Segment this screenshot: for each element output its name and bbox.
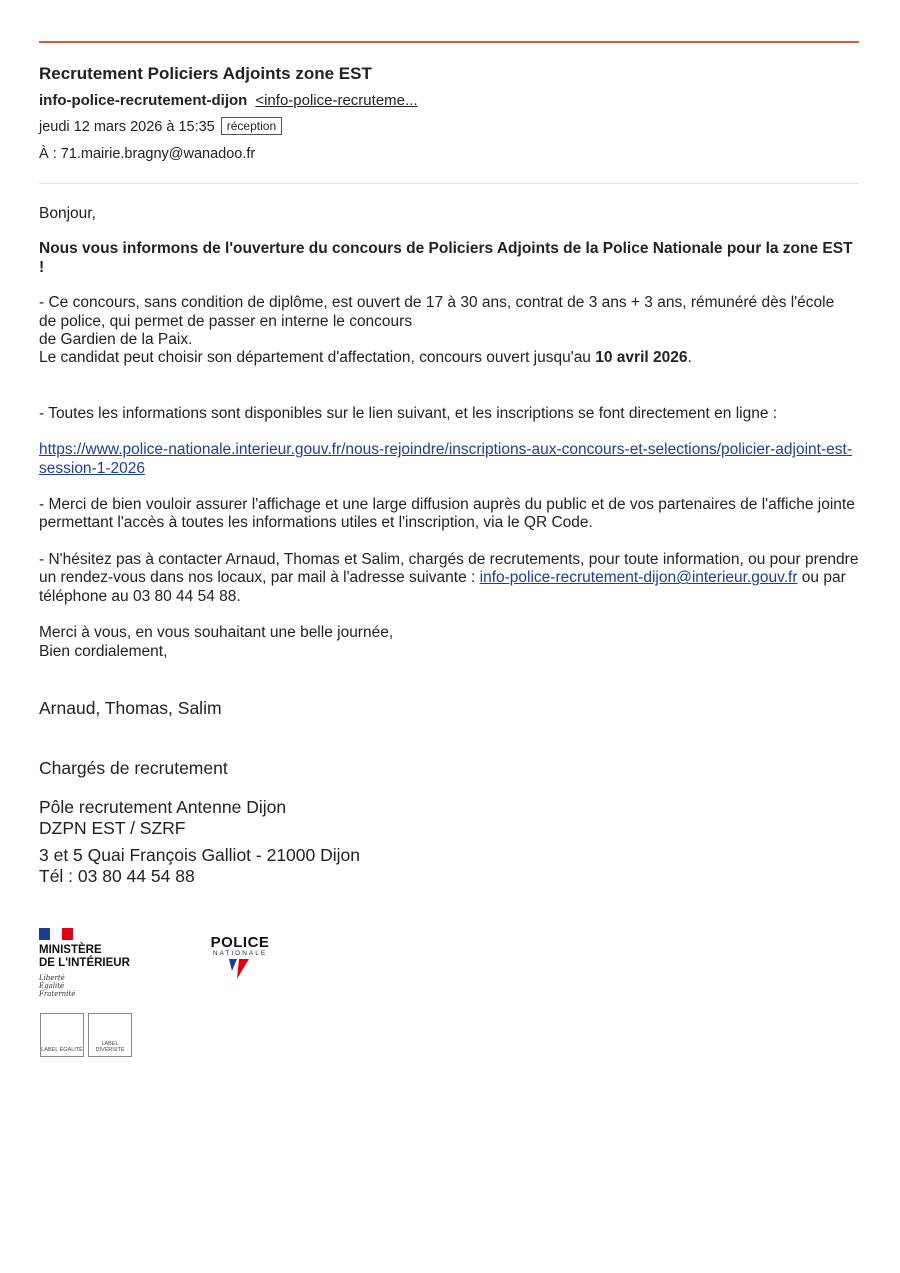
conditions-line-2: de police, qui permet de passer en interne le concours [39, 312, 413, 330]
signature-unit-1: Pôle recrutement Antenne Dijon [39, 797, 287, 817]
period: . [687, 349, 692, 367]
info-paragraph: - Toutes les informations sont disponibles sur le lien suivant, et les inscriptions se font directement en ligne : [39, 404, 778, 422]
affichage-paragraph: - Merci de bien vouloir assurer l'affichage et une large diffusion auprès du public et de vos partenaires de l'affiche jointe permettant l'accès à toutes les informations utiles et l'inscription, via le QR Code. [39, 496, 855, 532]
conditions-line-3: de Gardien de la Paix. [39, 331, 193, 349]
police-nationale-logo [205, 934, 275, 986]
signature-unit-2: DZPN EST / SZRF [39, 818, 186, 838]
signature-address: 3 et 5 Quai François Galliot - 21000 Dijon [39, 845, 360, 865]
contact-paragraph [39, 551, 861, 606]
conditions-line-4: Le candidat peut choisir son département d'affectation, concours ouvert jusqu'au [39, 349, 596, 367]
recipient-line: À : 71.mairie.bragny@wanadoo.fr [39, 146, 256, 162]
contact-text: - N'hésitez pas à contacter Arnaud, Thomas et Salim, chargés de recrutements, pour toute information, ou pour prendre un rendez-vous dans nos locaux, par mail à l'adresse suivante : [39, 550, 859, 587]
contact-email-link[interactable]: info-police-recrutement-dijon@interieur.gouv.fr [479, 569, 798, 587]
inscription-link[interactable]: https://www.police-nationale.interieur.gouv.fr/nous-rejoindre/inscriptions-aux-concours-et-selections/policier-adjoint-est-session-1-2026 [39, 441, 852, 477]
greeting: Bonjour, [39, 205, 96, 222]
conditions-line-1: - Ce concours, sans condition de diplôme, est ouvert de 17 à 30 ans, contrat de 3 ans + 3 ans, rémunéré dès l'école [39, 294, 835, 312]
header-divider [39, 41, 859, 43]
signature-role: Chargés de recrutement [39, 758, 228, 778]
label-diversite-icon: LABEL DIVERSITÉ [88, 1013, 132, 1057]
sender-address[interactable]: <info-police-recruteme... [255, 92, 418, 109]
sender-name: info-police-recrutement-dijon [39, 92, 248, 109]
header-separator [39, 183, 859, 184]
closing-paragraph [39, 624, 861, 661]
email-date: jeudi 12 mars 2026 à 15:35 [39, 119, 215, 135]
labels-row [40, 1013, 132, 1057]
signature-contact [39, 845, 360, 887]
ministere-text: MINISTÈRE DE L'INTÉRIEUR [39, 944, 130, 969]
intro-paragraph: Nous vous informons de l'ouverture du concours de Policiers Adjoints de la Police Nationale pour la zone EST ! [39, 240, 853, 276]
signature-names: Arnaud, Thomas, Salim [39, 698, 222, 718]
email-body [39, 205, 861, 661]
deadline-date: 10 avril 2026 [595, 349, 688, 367]
email-date-line [39, 117, 282, 135]
ministere-interieur-logo [39, 928, 159, 1008]
closing-line-2: Bien cordialement, [39, 642, 168, 660]
police-tricolor-icon [225, 957, 255, 981]
email-subject: Recrutement Policiers Adjoints zone EST [39, 64, 372, 83]
police-word: POLICE [210, 934, 270, 951]
signature-phone: Tél : 03 80 44 54 88 [39, 866, 195, 886]
nationale-word: NATIONALE [212, 950, 268, 957]
sender-line [39, 92, 418, 109]
signature-unit [39, 797, 286, 839]
folder-tag[interactable]: réception [221, 117, 282, 135]
label-egalite-icon: LABEL ÉGALITÉ [40, 1013, 84, 1057]
closing-line-1: Merci à vous, en vous souhaitant une belle journée, [39, 624, 394, 642]
devise-text: Liberté Égalité Fraternité [39, 974, 76, 998]
conditions-paragraph [39, 294, 861, 368]
contact-phone-text: ou par téléphone au 03 80 44 54 88. [39, 569, 846, 605]
link-paragraph [39, 441, 861, 478]
marianne-flag-icon [39, 928, 73, 940]
